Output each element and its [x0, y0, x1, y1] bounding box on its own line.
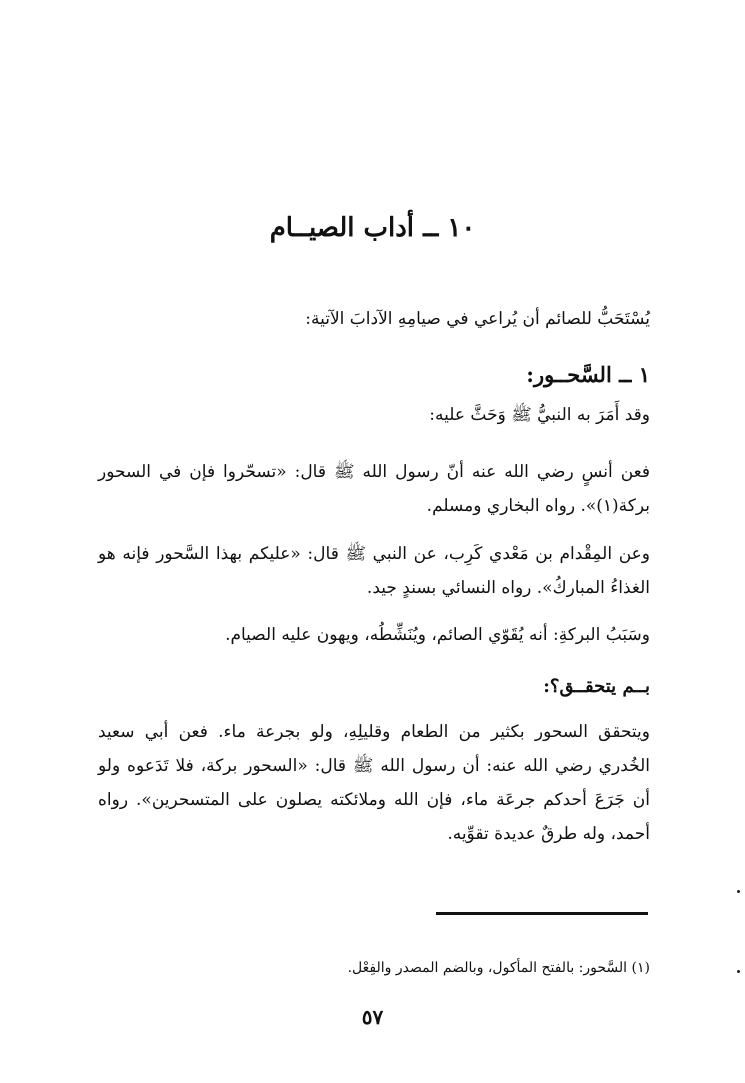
- scan-speck: [737, 890, 740, 893]
- hadith-anas: فعن أنسٍ رضي الله عنه أنّ رسول الله ﷺ قال: «تسحّروا فإن في السحور بركة(١)». رواه البخاري ومسلم.: [98, 462, 650, 516]
- hadith-miqdam: وعن المِقْدام بن مَعْدي كَرِب، عن النبي ﷺ قال: «عليكم بهذا السَّحور فإنه هو الغذاءُ المباركُ». رواه النسائي بسندٍ جيد.: [98, 544, 650, 598]
- how-paragraph: ويتحقق السحور بكثير من الطعام وقليلِهِ، ولو بجرعة ماء. فعن أبي سعيد الخُدري رضي الله عنه: أن رسول الله ﷺ قال: «السحور بركة، فلا تَدَعوه ولو أن جَرَعَ أحدكم جرعَة ماء، فإن الله وملائكته يصلون على المتسحرين». رواه أحمد، وله طرقٌ عديدة تقوِّيه.: [98, 722, 650, 844]
- section-heading-suhoor: ١ ــ السَّحــور:: [526, 362, 650, 387]
- footnote: (١) السَّحور: بالفتح المأكول، وبالضم المصدر والفِعْل.: [347, 960, 650, 976]
- page-number: ٥٧: [361, 1005, 384, 1029]
- section-heading-how: بــم يتحقــق؟:: [543, 676, 650, 697]
- chapter-title: ١٠ ــ أداب الصيــام: [269, 213, 476, 243]
- intro-paragraph: يُسْتَحَبُّ للصائم أن يُراعي في صيامِهِ الآدابَ الآتية:: [305, 309, 650, 329]
- blessing-reason: وسَبَبُ البركةِ: أنه يُقَوّي الصائم، ويُنَشِّطُه، ويهون عليه الصيام.: [225, 625, 650, 645]
- scan-speck: [737, 970, 740, 973]
- suhoor-lead: وقد أَمَرَ به النبيُّ ﷺ وَحَثَّ عليه:: [429, 405, 650, 425]
- footnote-separator: [436, 912, 648, 915]
